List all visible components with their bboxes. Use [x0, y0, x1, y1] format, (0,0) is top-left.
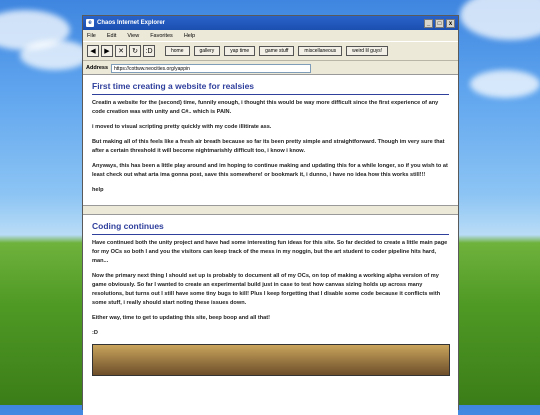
page-content[interactable] [83, 74, 458, 415]
post-paragraph: :D [92, 330, 98, 336]
forward-button[interactable]: ▶ [101, 45, 113, 57]
browser-app-icon: e [86, 19, 94, 27]
post-image [92, 344, 450, 376]
post-paragraph: Anyways, this has been a little play around and im hoping to continue making and updating this for a while longer, so if you wish to at least check out what arta ima gonna post, save this somewhere! or bookmark it, i dunno, i have no idea how this works still!!! [92, 163, 448, 178]
nav-weird-lil-guys[interactable]: weird lil guys! [346, 46, 388, 56]
nav-miscellaneous[interactable]: miscellaneous [298, 46, 342, 56]
menu-edit[interactable]: Edit [106, 32, 117, 39]
address-label: Address [86, 65, 109, 71]
menu-help[interactable]: Help [183, 32, 196, 39]
menu-file[interactable]: File [87, 32, 96, 39]
nav-game-stuff[interactable]: game stuff [259, 46, 294, 56]
post-paragraph: Either way, time to get to updating this site, beep boop and all that! [92, 315, 270, 321]
cloud [460, 0, 540, 40]
nav-gallery[interactable]: gallery [194, 46, 221, 56]
post-paragraph: But making all of this feels like a fresh air breath because so far its been pretty simple and straightforward. Though im very sure that after a certain threshold it will become nightmarishly difficult too, i know i know. [92, 139, 445, 154]
maximize-button[interactable]: □ [435, 19, 444, 28]
window-title: Chaos Internet Explorer [97, 20, 166, 26]
menu-favorites[interactable]: Favorites [150, 32, 173, 39]
nav-yap-time[interactable]: yap time [224, 46, 255, 56]
post-paragraph: Now the primary next thing I should set up is probably to document all of my OCs, on top of making a working alpha version of my game obviously. So far I wanted to create an experimental build just in case to test how canvas sizing holds up across many resolutions, but turns out I still have some tiny bugs to kill! Plus I keep forgetting that I disable some code because it conflicts with some stuff, i really should start noting these issues down. [92, 273, 441, 306]
address-input[interactable]: https://cottww.neocities.org/yappin [111, 64, 311, 73]
address-bar [83, 61, 458, 75]
post [83, 75, 458, 195]
back-button[interactable]: ◀ [87, 45, 99, 57]
browser-window [82, 15, 459, 410]
home-face-button[interactable]: :D [143, 45, 155, 57]
post-paragraph: Have continued both the unity project and have had some interesting fun ideas for this site. So far decided to create a little main page for my OCs so both I and you the visitors can keep track of the mess in my noggin, but the art student to coder pipeline hits hard, man... [92, 240, 448, 264]
title-bar[interactable] [83, 16, 458, 30]
post-paragraph: Creatin a website for the (second) time, funnily enough, i thought this would be way more difficult since the first experience of any code creation was with unity and C#.. which is PAIN. [92, 100, 439, 115]
cloud [20, 40, 90, 70]
refresh-button[interactable]: ↻ [129, 45, 141, 57]
post-title: Coding continues [92, 221, 449, 235]
cloud [470, 70, 540, 98]
post-paragraph: help [92, 187, 104, 193]
menu-bar [83, 30, 458, 41]
post-divider [83, 205, 458, 215]
stop-button[interactable]: ✕ [115, 45, 127, 57]
toolbar [83, 41, 458, 61]
menu-view[interactable]: View [127, 32, 140, 39]
close-button[interactable]: x [446, 19, 455, 28]
post-title: First time creating a website for realsies [92, 81, 449, 95]
post [83, 215, 458, 376]
post-paragraph: i moved to visual scripting pretty quickly with my code illitirate ass. [92, 124, 272, 130]
minimize-button[interactable]: _ [424, 19, 433, 28]
nav-home[interactable]: home [165, 46, 190, 56]
